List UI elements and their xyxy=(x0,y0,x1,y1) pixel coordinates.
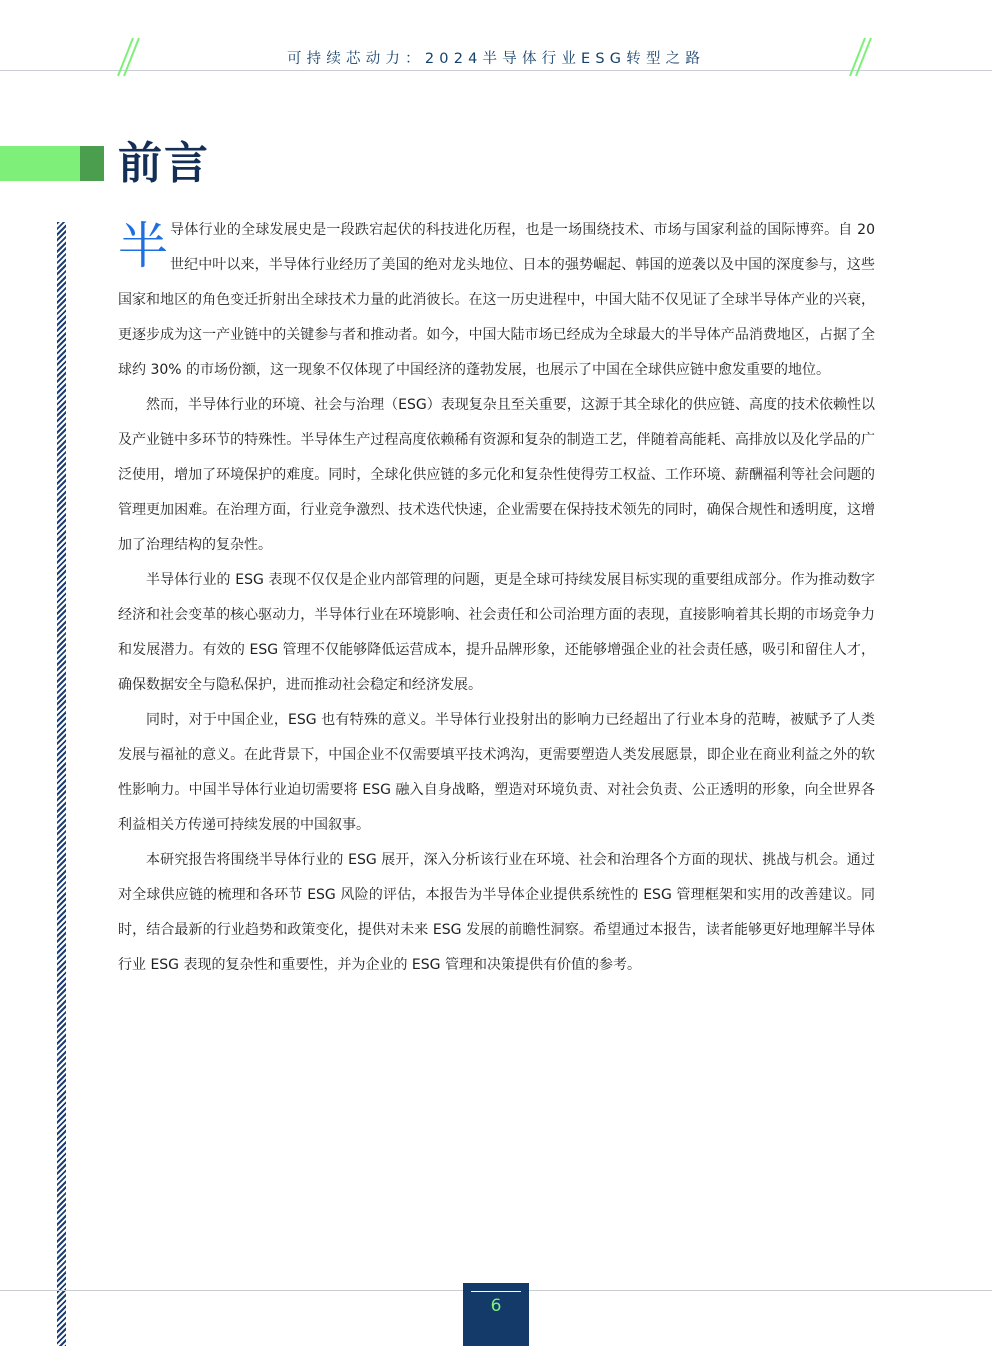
header-slashes-right-icon xyxy=(846,36,876,78)
page-heading: 前言 xyxy=(118,138,210,189)
paragraph: 同时，对于中国企业，ESG 也有特殊的意义。半导体行业投射出的影响力已经超出了行业本身的范畴，被赋予了人类发展与福祉的意义。在此背景下，中国企业不仅需要填平技术鸿沟，更需要塑造人类发展愿景，即企业在商业利益之外的软性影响力。中国半导体行业迫切需要将 ESG 融入自身战略，塑造对环境负责、对社会负责、公正透明的形象，向全世界各利益相关方传递可持续发展的中国叙事。 xyxy=(118,712,875,833)
dropcap: 半 xyxy=(118,217,168,275)
paragraph: 然而，半导体行业的环境、社会与治理（ESG）表现复杂且至关重要，这源于其全球化的供应链、高度的技术依赖性以及产业链中多环节的特殊性。半导体生产过程高度依赖稀有资源和复杂的制造工艺，伴随着高能耗、高排放以及化学品的广泛使用，增加了环境保护的难度。同时，全球化供应链的多元化和复杂性使得劳工权益、工作环境、薪酬福利等社会问题的管理更加困难。在治理方面，行业竞争激烈、技术迭代快速，企业需要在保持技术领先的同时，确保合规性和透明度，这增加了治理结构的复杂性。 xyxy=(118,397,875,553)
header-slashes-left-icon xyxy=(114,36,144,78)
paragraph: 半导体行业的 ESG 表现不仅仅是企业内部管理的问题，更是全球可持续发展目标实现的重要组成部分。作为推动数字经济和社会变革的核心驱动力，半导体行业在环境影响、社会责任和公司治理方面的表现，直接影响着其长期的市场竞争力和发展潜力。有效的 ESG 管理不仅能够降低运营成本，提升品牌形象，还能够增强企业的社会责任感，吸引和留住人才，确保数据安全与隐私保护，进而推动社会稳定和经济发展。 xyxy=(118,572,875,693)
intro-paragraph xyxy=(118,213,875,388)
intro-text: 导体行业的全球发展史是一段跌宕起伏的科技进化历程，也是一场围绕技术、市场与国家利益的国际博弈。自 20 世纪中叶以来，半导体行业经历了美国的绝对龙头地位、日本的强势崛起、韩国的逆袭以及中国的深度参与，这些国家和地区的角色变迁折射出全球技术力量的此消彼长。在这一历史进程中，中国大陆不仅见证了全球半导体产业的兴衰，更逐步成为这一产业链中的关键参与者和推动者。如今，中国大陆市场已经成为全球最大的半导体产品消费地区，占据了全球约 30% 的市场份额，这一现象不仅体现了中国经济的蓬勃发展，也展示了中国在全球供应链中愈发重要的地位。 xyxy=(118,222,875,378)
header-title: 可持续芯动力：2024半导体行业ESG转型之路 xyxy=(286,51,706,67)
heading-accent-block xyxy=(80,146,104,181)
header-rule xyxy=(0,70,992,71)
heading-accent-bar xyxy=(0,146,80,181)
side-decorative-stripe xyxy=(57,222,66,1346)
paragraph: 本研究报告将围绕半导体行业的 ESG 展开，深入分析该行业在环境、社会和治理各个方面的现状、挑战与机会。通过对全球供应链的梳理和各环节 ESG 风险的评估，本报告为半导体企业提供系统性的 ESG 管理框架和实用的改善建议。同时，结合最新的行业趋势和政策变化，提供对未来 ESG 发展的前瞻性洞察。希望通过本报告，读者能够更好地理解半导体行业 ESG 表现的复杂性和重要性，并为企业的 ESG 管理和决策提供有价值的参考。 xyxy=(118,852,875,973)
body-text xyxy=(118,213,875,983)
page-number-line xyxy=(471,1291,521,1292)
page-number: 6 xyxy=(490,1296,502,1316)
